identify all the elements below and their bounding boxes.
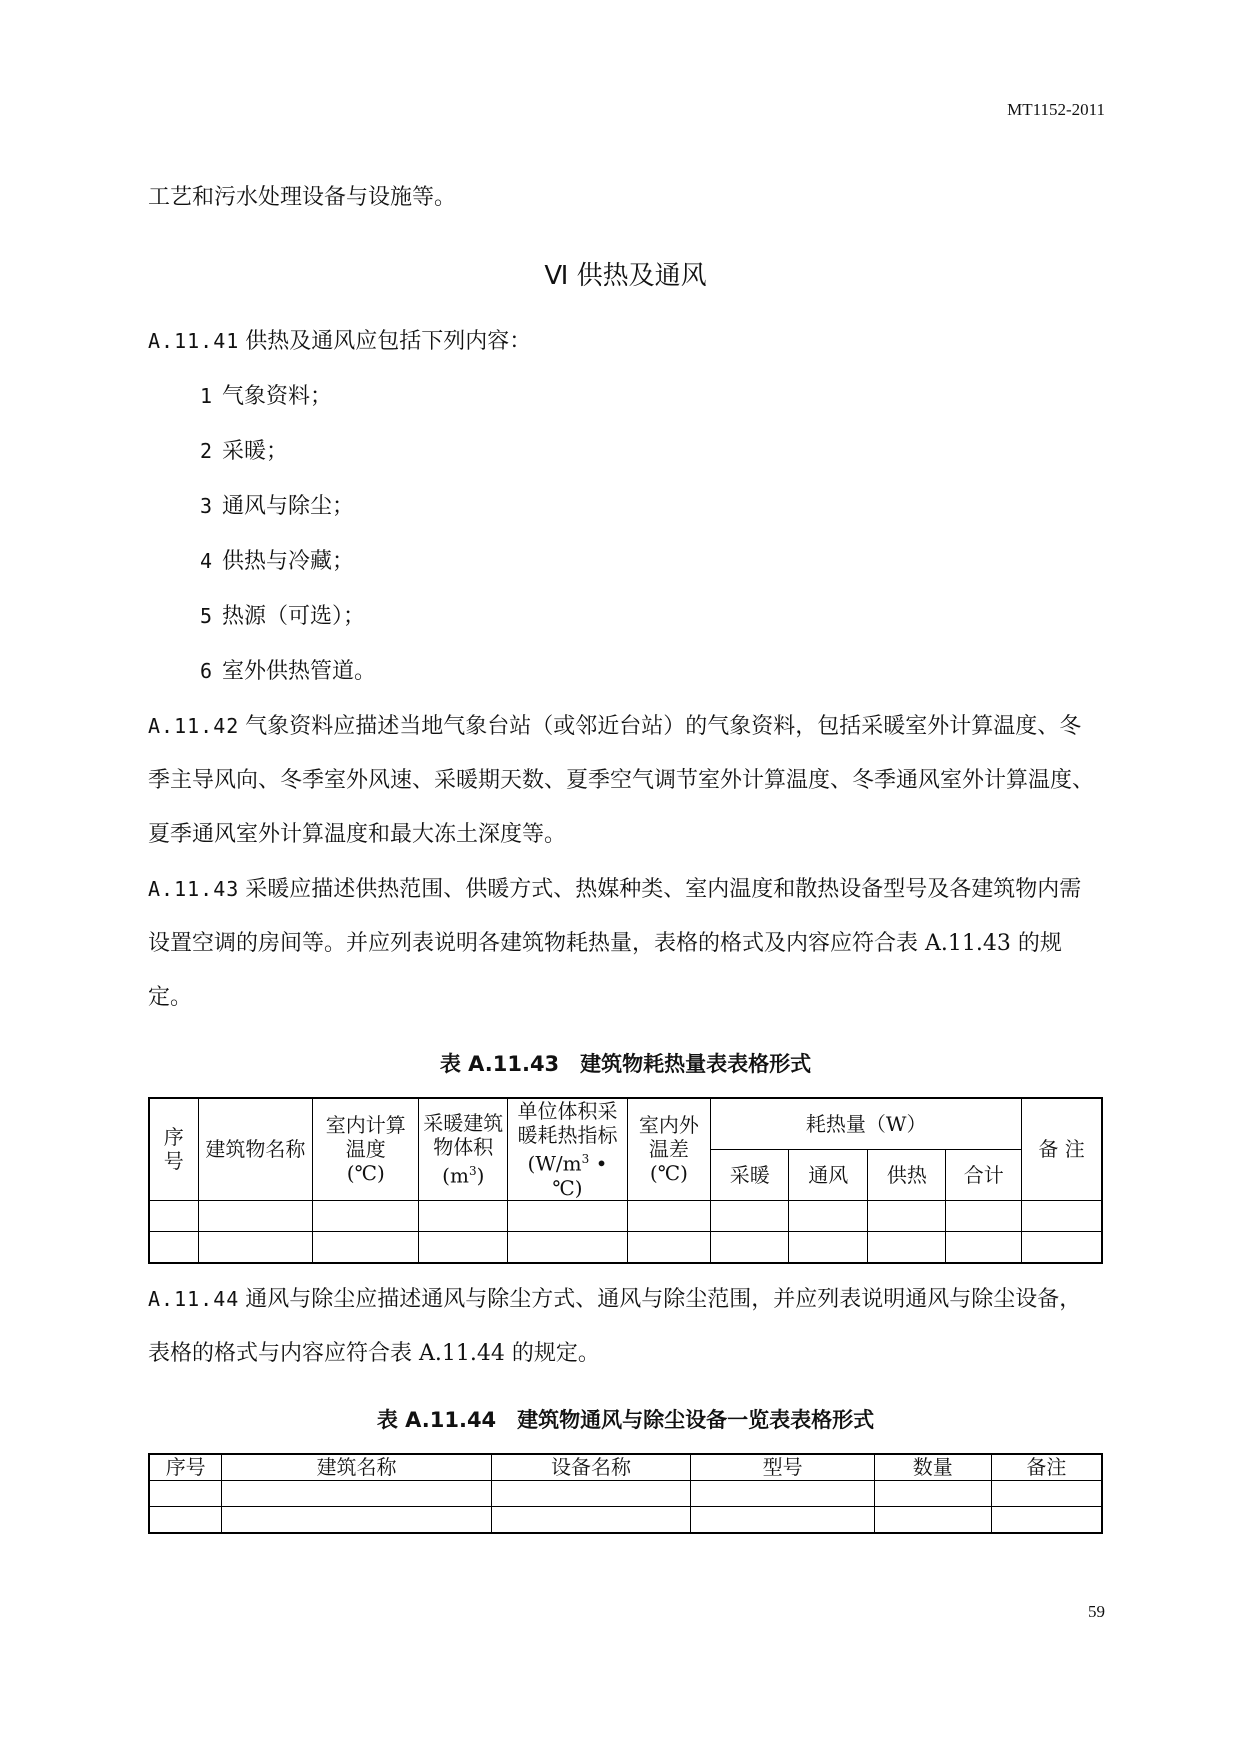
clause-text: 采暖应描述供热范围、供暖方式、热媒种类、室内温度和散热设备型号及各建筑物内需设置空调的房间等。并应列表说明各建筑物耗热量，表格的格式及内容应符合表 A.11.43 的规定。 [148, 877, 1082, 1010]
table-cell [491, 1480, 691, 1506]
header-unit-end: • ℃) [552, 1151, 608, 1200]
clause-text: 气象资料应描述当地气象台站（或邻近台站）的气象资料，包括采暖室外计算温度、冬季主导风向、冬季室外风速、采暖期天数、夏季空气调节室外计算温度、冬季通风室外计算温度、夏季通风室外计算温度和最大冻土深度等。 [148, 714, 1095, 847]
table-cell [789, 1231, 868, 1263]
section-title: Ⅵ 供热及通风 [544, 261, 707, 291]
header-label: 采暖建筑物体积 [423, 1111, 504, 1159]
list-item [148, 644, 1103, 699]
table-cell [222, 1506, 491, 1533]
list-item-text: 气象资料； [222, 384, 333, 409]
table-row [149, 1231, 1102, 1263]
clause-text: 通风与除尘应描述通风与除尘方式、通风与除尘范围，并应列表说明通风与除尘设备，表格的格式与内容应符合表 A.11.44 的规定。 [148, 1286, 1082, 1366]
header-label: 单位体积采暖耗热指标 [517, 1099, 618, 1147]
list-item [148, 589, 1103, 644]
col-header-ventilation: 通风 [789, 1149, 868, 1200]
table-row [149, 1200, 1102, 1231]
table-cell [874, 1480, 991, 1506]
list-item-text: 室外供热管道。 [222, 659, 377, 684]
col-header-building-name: 建筑名称 [222, 1454, 491, 1481]
clause-number: A.11.44 [148, 1286, 240, 1311]
table-cell [508, 1200, 627, 1231]
col-header-no: 序号 [149, 1454, 222, 1481]
list-item-number: 1 [200, 384, 213, 408]
list-item-text: 通风与除尘； [222, 494, 355, 519]
table-cell [711, 1231, 789, 1263]
list-item-number: 5 [200, 604, 213, 628]
document-code: MT1152-2011 [1007, 100, 1105, 119]
col-header-quantity: 数量 [874, 1454, 991, 1481]
header-unit-base: (W/m [527, 1151, 582, 1176]
table-cell [198, 1200, 313, 1231]
table-cell [627, 1231, 711, 1263]
col-header-remark: 备注 [991, 1454, 1102, 1481]
ventilation-equipment-table [148, 1453, 1103, 1534]
table-cell [149, 1200, 198, 1231]
clause-a11-42 [148, 699, 1103, 862]
table-cell [946, 1200, 1022, 1231]
table-cell [691, 1480, 875, 1506]
table-cell [149, 1506, 222, 1533]
col-header-model: 型号 [691, 1454, 875, 1481]
table-cell [991, 1506, 1102, 1533]
col-header-total: 合计 [946, 1149, 1022, 1200]
table-cell [222, 1480, 491, 1506]
table-cell [508, 1231, 627, 1263]
page-number: 59 [1088, 1602, 1105, 1621]
table-cell [419, 1200, 508, 1231]
list-item-number: 4 [200, 549, 213, 573]
table-cell [491, 1506, 691, 1533]
table-a11-44-title: 表 A.11.44 建筑物通风与除尘设备一览表表格形式 [376, 1407, 875, 1432]
col-header-heat-supply: 供热 [868, 1149, 946, 1200]
list-item-text: 热源（可选）； [222, 604, 366, 629]
table-cell [149, 1231, 198, 1263]
col-header-no: 序号 [149, 1098, 198, 1200]
table-cell [946, 1231, 1022, 1263]
header-unit-base: (m [442, 1163, 469, 1188]
table-cell [313, 1200, 419, 1231]
list-item-number: 2 [200, 439, 213, 463]
table-cell [419, 1231, 508, 1263]
table-cell [874, 1506, 991, 1533]
col-header-heat-index [508, 1098, 627, 1200]
header-label: 室内外温差 [638, 1113, 699, 1162]
header-unit-end: ) [476, 1163, 485, 1188]
table-header-row [149, 1454, 1102, 1481]
table-cell [1022, 1231, 1102, 1263]
table-cell [313, 1231, 419, 1263]
list-item [148, 479, 1103, 534]
page-body [148, 183, 1103, 1534]
col-header-equipment-name: 设备名称 [491, 1454, 691, 1481]
table-cell [149, 1480, 222, 1506]
table-row [149, 1480, 1102, 1506]
col-header-temp-diff [627, 1098, 711, 1200]
col-header-indoor-temp [313, 1098, 419, 1200]
col-header-heat-consumption: 耗热量（W） [711, 1098, 1022, 1149]
lead-paragraph: 工艺和污水处理设备与设施等。 [148, 185, 457, 210]
heat-consumption-table [148, 1097, 1103, 1264]
clause-number: A.11.41 [148, 329, 240, 353]
table-cell [627, 1200, 711, 1231]
table-cell [691, 1506, 875, 1533]
list-item [148, 534, 1103, 589]
clause-a11-44 [148, 1272, 1103, 1381]
list-item-number: 3 [200, 494, 213, 518]
list-item-text: 采暖； [222, 439, 289, 464]
table-cell [1022, 1200, 1102, 1231]
col-header-heated-volume [419, 1098, 508, 1200]
clause-text: 供热及通风应包括下列内容： [245, 329, 532, 354]
table-cell [868, 1200, 946, 1231]
table-cell [711, 1200, 789, 1231]
list-item-text: 供热与冷藏； [222, 549, 355, 574]
list-item [148, 424, 1103, 479]
clause-number: A.11.42 [148, 714, 240, 738]
header-unit: (℃) [649, 1161, 688, 1186]
table-cell [991, 1480, 1102, 1506]
col-header-remark: 备 注 [1022, 1098, 1102, 1200]
clause-a11-41 [148, 314, 1103, 369]
table-row [149, 1506, 1102, 1533]
table-cell [868, 1231, 946, 1263]
header-unit: (℃) [346, 1161, 385, 1186]
clause-a11-43 [148, 862, 1103, 1025]
header-unit-sup: 3 [468, 1164, 477, 1178]
header-label: 室内计算温度 [325, 1113, 406, 1162]
table-a11-43-title: 表 A.11.43 建筑物耗热量表表格形式 [439, 1052, 812, 1076]
header-unit-sup: 3 [581, 1152, 590, 1166]
list-item-number: 6 [200, 659, 213, 683]
clause-number: A.11.43 [148, 877, 240, 901]
col-header-heating: 采暖 [711, 1149, 789, 1200]
table-cell [789, 1200, 868, 1231]
table-cell [198, 1231, 313, 1263]
col-header-building-name: 建筑物名称 [198, 1098, 313, 1200]
list-item [148, 369, 1103, 424]
